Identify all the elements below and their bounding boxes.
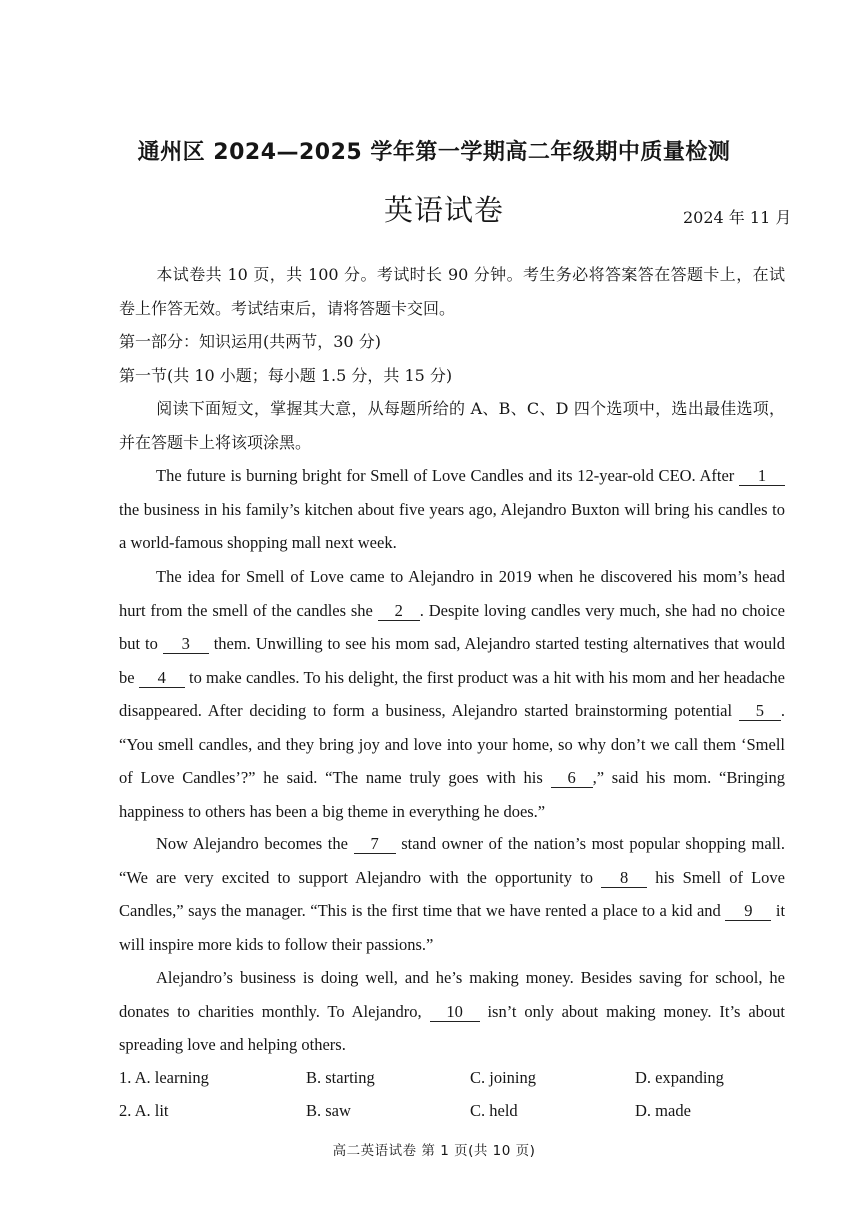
blank-5: 5 — [739, 702, 781, 721]
passage-text: . “You smell candles, and they bring joy and love into your home, so why don’t we call them ‘Smell of Love Candles’?” he said. “The name truly goes with his — [119, 701, 786, 787]
passage-text: ,” said his mom. “Bringing happiness to others has been a big theme in everything he does.” — [119, 768, 786, 821]
notice-text: 本试卷共 10 页，共 100 分。考试时长 90 分钟。考生务必将答案答在答题卡上，在试卷上作答无效。考试结束后，请将答题卡交回。 — [119, 265, 785, 318]
directions — [119, 392, 785, 459]
passage-text: his Smell of Love Candles,” says the manager. “This is the first time that we have rented a place to a kid and — [119, 867, 785, 920]
page-footer: 高二英语试卷 第 1 页(共 10 页) — [332, 1143, 536, 1159]
passage-text: The idea for Smell of Love came to Alejandro in 2019 when he discovered his mom’s head hurt from the smell of the candles she — [119, 567, 785, 620]
option-c: C. held — [470, 1101, 518, 1120]
blank-9: 9 — [725, 902, 771, 921]
passage-text: isn’t only about making money. It’s about spreading love and helping others. — [119, 1001, 785, 1054]
passage-text: them. Unwilling to see his mom sad, Alejandro started testing alternatives that would be — [119, 634, 786, 687]
passage-text: . Despite loving candles very much, she had no choice but to — [119, 600, 786, 653]
option-d: D. made — [635, 1101, 691, 1120]
option-d: D. expanding — [635, 1068, 724, 1087]
option-c: C. joining — [470, 1068, 537, 1087]
blank-1: 1 — [739, 467, 785, 486]
passage-text: The future is burning bright for Smell of Love Candles and its 12-year-old CEO. After — [156, 466, 735, 485]
exam-date: 2024 年 11 月 — [683, 208, 792, 227]
exam-subtitle: 英语试卷 — [384, 193, 505, 227]
blank-8: 8 — [601, 869, 647, 888]
passage-paragraph-3 — [119, 827, 785, 961]
blank-6: 6 — [551, 769, 593, 788]
option-b: B. saw — [306, 1101, 351, 1120]
passage-paragraph-2 — [119, 560, 785, 828]
blank-10: 10 — [430, 1003, 480, 1022]
exam-title: 通州区 2024—2025 学年第一学期高二年级期中质量检测 — [137, 140, 731, 165]
directions-text: 阅读下面短文，掌握其大意，从每题所给的 A、B、C、D 四个选项中，选出最佳选项，并在答题卡上将该项涂黑。 — [119, 399, 785, 452]
question-2-options — [119, 1101, 785, 1123]
part-heading: 第一部分：知识运用(共两节，30 分) — [119, 332, 381, 351]
passage-text: Alejandro’s business is doing well, and he’s making money. Besides saving for school, he donates to charities monthly. To Alejandro, — [119, 968, 785, 1021]
blank-4: 4 — [139, 669, 185, 688]
passage-text: it will inspire more kids to follow their passions.” — [119, 901, 786, 954]
passage-text: stand owner of the nation’s most popular shopping mall. “We are very excited to support Alejandro with the opportunity to — [119, 834, 786, 887]
passage-text: the business in his family’s kitchen about five years ago, Alejandro Buxton will bring his candles to a world-famous shopping mall next week. — [119, 499, 785, 552]
blank-3: 3 — [163, 635, 209, 654]
passage-text: Now Alejandro becomes the — [156, 834, 348, 853]
option-a: 1. A. learning — [119, 1068, 209, 1087]
option-b: B. starting — [306, 1068, 375, 1087]
passage-paragraph-1 — [119, 459, 785, 560]
passage-paragraph-4 — [119, 961, 785, 1062]
option-a: 2. A. lit — [119, 1101, 169, 1120]
blank-7: 7 — [354, 835, 396, 854]
passage-text: to make candles. To his delight, the first product was a hit with his mom and her headache disappeared. After deciding to form a business, Alejandro started brainstorming potential — [119, 667, 785, 720]
question-1-options — [119, 1068, 785, 1090]
exam-notice — [119, 258, 785, 325]
section-heading: 第一节(共 10 小题；每小题 1.5 分，共 15 分) — [119, 366, 453, 385]
blank-2: 2 — [378, 602, 420, 621]
